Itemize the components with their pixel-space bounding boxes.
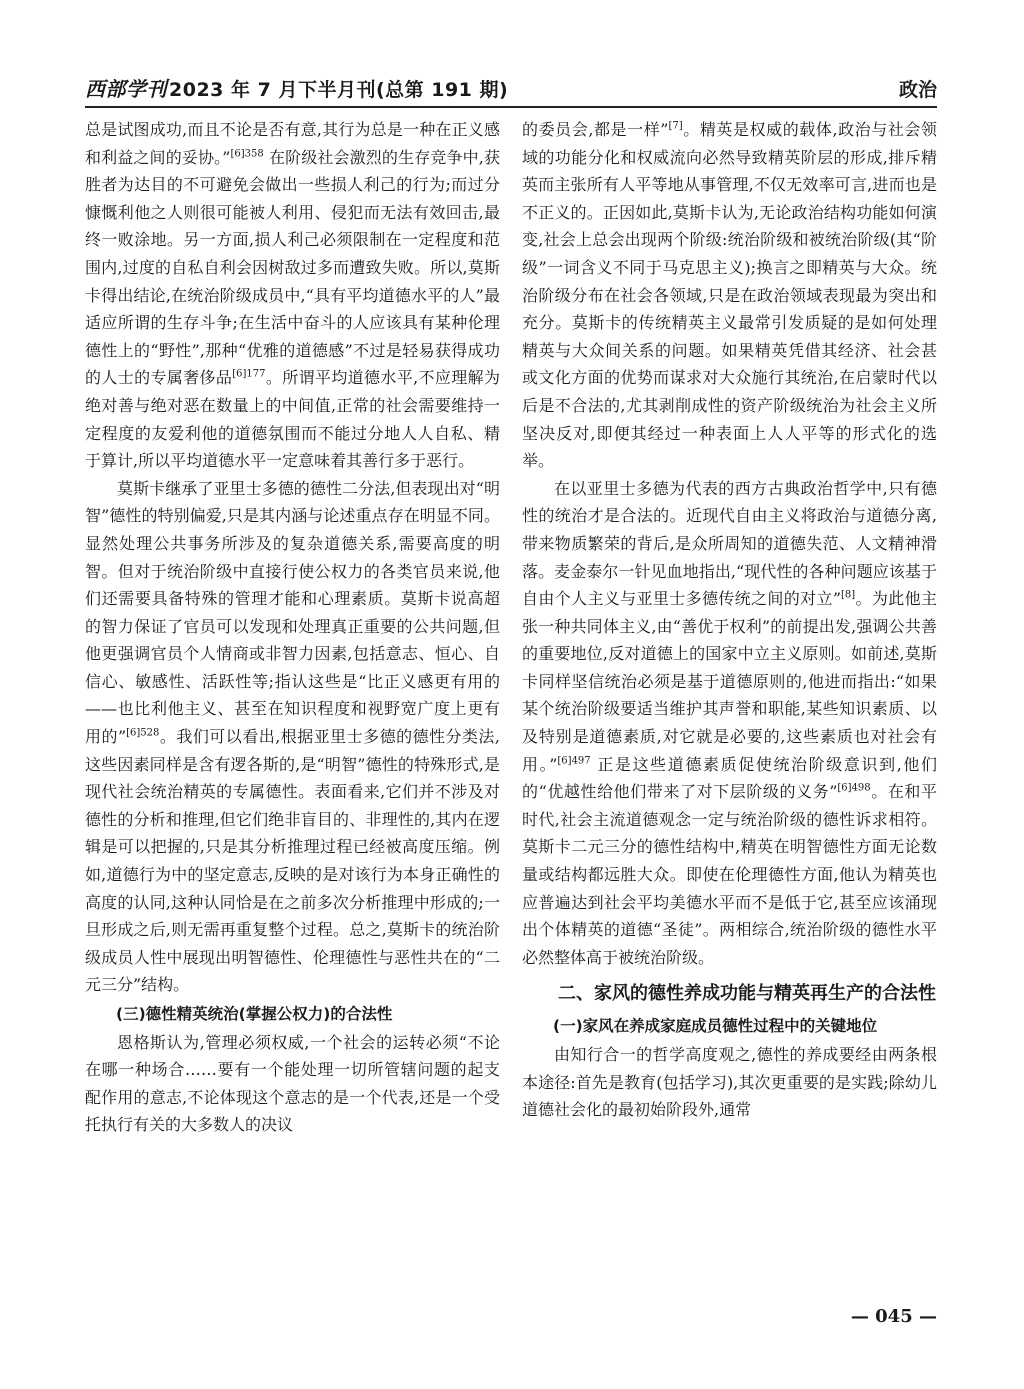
section-heading: 二、家风的德性养成功能与精英再生产的合法性	[558, 983, 936, 1005]
journal-logo: 西部学刊	[85, 77, 167, 101]
paragraph: 在以亚里士多德为代表的西方古典政治哲学中,只有德性的统治才是合法的。近现代自由主义将政治与道德分离,带来物质繁荣的背后,是众所周知的道德失范、人文精神滑落。麦金泰尔一针见血地指出,“现代性的各种问题应该基于自由个人主义与亚里士多德传统之间的对立”[8]。为此他主张一种共同体主义,由“善优于权利”的前提出发,强调公共善的重要地位,反对道德上的国家中立主义原则。如前述,莫斯卡同样坚信统治必须是基于道德原则的,他进而指出:“如果某个统治阶级要适当维护其声誉和职能,某些知识素质、以及特别是道德素质,对它就是必要的,这些素质也对社会有用。”$^{[6]497}$ 正是这些道德素质促使统治阶级意识到,他们的“优越性给他们带来了对下层阶级的义务”$^{[6]498}$。在和平时代,社会主流道德观念一定与统治阶级的德性诉求相符。莫斯卡二元三分的德性结构中,精英在明智德性方面无论数量或结构都远胜大众。即使在伦理德性方面,他认为精英也应普遍达到社会平均美德水平而不是低于它,甚至应该涌现出个体精英的道德“圣徒”。两相综合,统治阶级的德性水平必然整体高于被统治阶级。	[522, 478, 937, 967]
subsection-heading: (一)家风在养成家庭成员德性过程中的关键地位	[553, 1017, 878, 1036]
citation: [6]497	[557, 755, 591, 767]
paragraph: 的委员会,都是一样”[7]。精英是权威的载体,政治与社会领域的功能分化和权威流向必然导致精英阶层的形成,排斥精英而主张所有人平等地从事管理,不仅无效率可言,进而也是不正义的。正因如此,莫斯卡认为,无论政治结构功能如何演变,社会上总会出现两个阶级:统治阶级和被统治阶级(其“阶级”一词含义不同于马克思主义);换言之即精英与大众。统治阶级分布在社会各领域,只是在政治领域表现最为突出和充分。莫斯卡的传统精英主义最常引发质疑的是如何处理精英与大众间关系的问题。如果精英凭借其经济、社会甚或文化方面的优势而谋求对大众施行其统治,在启蒙时代以后是不合法的,尤其剥削成性的资产阶级统治为社会主义所坚决反对,即便其经过一种表面上人人平等的形式化的选举。	[522, 120, 937, 471]
issue-info: 2023 年 7 月下半月刊(总第 191 期)	[169, 79, 509, 101]
citation: [6]528	[126, 727, 160, 739]
citation: [7]	[668, 120, 683, 132]
section-name: 政治	[898, 79, 937, 101]
header-rule	[85, 106, 937, 108]
citation: [8]	[841, 589, 856, 601]
left-column	[85, 116, 500, 1139]
paragraph: 莫斯卡继承了亚里士多德的德性二分法,但表现出对“明智”德性的特别偏爱,只是其内涵与论述重点存在明显不同。显然处理公共事务所涉及的复杂道德关系,需要高度的明智。但对于统治阶级中直接行使公权力的各类官员来说,他们还需要具备特殊的管理才能和心理素质。莫斯卡说高超的智力保证了官员可以发现和处理真正重要的公共问题,但他更强调官员个人情商或非智力因素,包括意志、恒心、自信心、敏感性、活跃性等;指认这些是“比正义感更有用的——也比利他主义、甚至在知识程度和视野宽广度上更有用的”$^{[6]528}$。我们可以看出,根据亚里士多德的德性分类法,这些因素同样是含有逻各斯的,是“明智”德性的特殊形式,是现代社会统治精英的专属德性。表面看来,它们并不涉及对德性的分析和推理,但它们绝非盲目的、非理性的,其内在逻辑是可以把握的,只是其分析推理过程已经被高度压缩。例如,道德行为中的坚定意志,反映的是对该行为本身正确性的高度的认同,这种认同恰是在之前多次分析推理中形成的;一旦形成之后,则无需再重复整个过程。总之,莫斯卡的统治阶级成员人性中展现出明智德性、伦理德性与恶性共在的“二元三分”结构。	[85, 478, 500, 995]
page-number: — 045 —	[850, 1306, 937, 1327]
paragraph: 由知行合一的哲学高度观之,德性的养成要经由两条根本途径:首先是教育(包括学习),其次更重要的是实践;除幼儿道德社会化的最初始阶段外,通常	[522, 1045, 937, 1120]
right-column	[522, 116, 937, 1124]
subsection-heading: (三)德性精英统治(掌握公权力)的合法性	[116, 1005, 393, 1023]
paragraph: 总是试图成功,而且不论是否有意,其行为总是一种在正义感和利益之间的妥协。”$^{[6]358}$ 在阶级社会激烈的生存竞争中,获胜者为达目的不可避免会做出一些损人利己的行为;而过分慷慨利他之人则很可能被人利用、侵犯而无法有效回击,最终一败涂地。另一方面,损人利己必须限制在一定程度和范围内,过度的自私自利会因树敌过多而遭致失败。所以,莫斯卡得出结论,在统治阶级成员中,“具有平均道德水平的人”最适应所谓的生存斗争;在生活中奋斗的人应该具有某种伦理德性上的“野性”,那种“优雅的道德感”不过是轻易获得成功的人士的专属奢侈品$^{[6]177}$。所谓平均道德水平,不应理解为绝对善与绝对恶在数量上的中间值,正常的社会需要维持一定程度的友爱利他的道德氛围而不能过分地人人自私、精于算计,所以平均道德水平一定意味着其善行多于恶行。	[85, 120, 500, 471]
citation: [6]498	[837, 782, 871, 794]
citation: [6]358	[230, 148, 264, 160]
paragraph: 恩格斯认为,管理必须权威,一个社会的运转必须“不论在哪一种场合……要有一个能处理一切所管辖问题的起支配作用的意志,不论体现这个意志的是一个代表,还是一个受托执行有关的大多数人的决议	[85, 1032, 500, 1135]
page-header	[85, 68, 937, 102]
citation: [6]177	[232, 369, 266, 381]
journal-info	[85, 73, 508, 102]
